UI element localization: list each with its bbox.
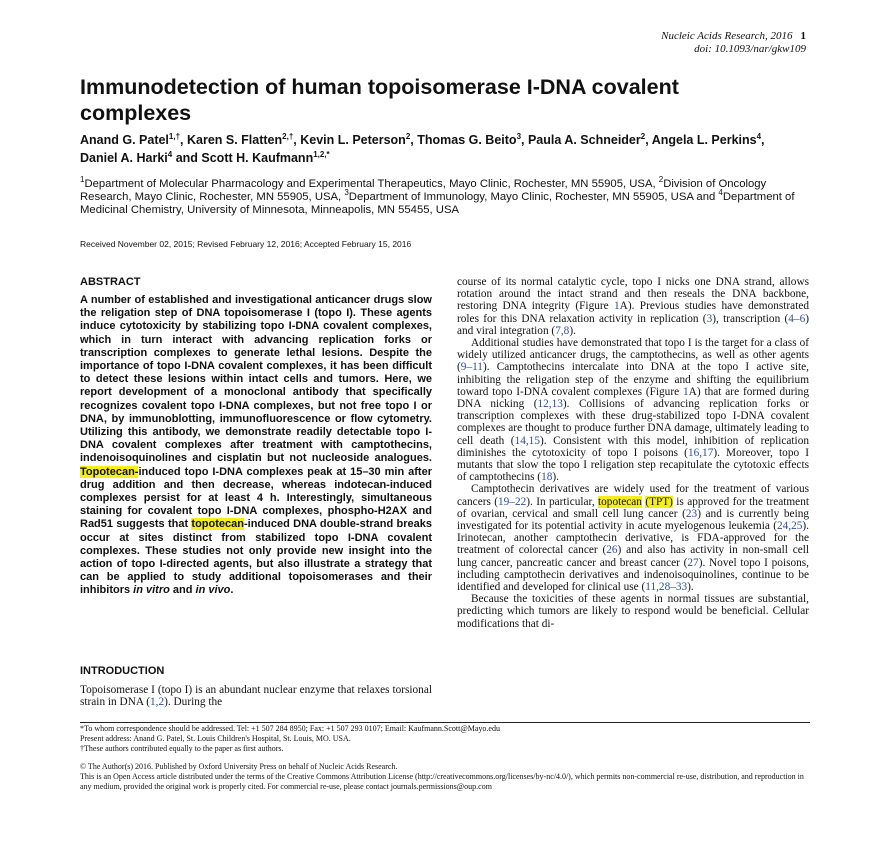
author-separator: ,: [761, 133, 765, 147]
body-paragraph: [457, 593, 809, 630]
citation-link[interactable]: 12,13: [537, 398, 563, 411]
citation-link[interactable]: 7,8: [555, 324, 570, 337]
text-run: A) that are formed during DNA nicking (: [457, 385, 809, 411]
highlighted-text: Topotecan-: [80, 465, 139, 478]
text-run: and: [169, 584, 196, 597]
author-name: Angela L. Perkins: [651, 133, 757, 147]
affiliation-mark: 1: [80, 175, 85, 185]
text-run: ), transcription (: [712, 312, 789, 325]
running-header: [661, 30, 806, 56]
journal-name: Nucleic Acids Research, 2016: [661, 30, 793, 42]
text-run: ).: [687, 581, 694, 594]
citation-link[interactable]: 23: [685, 507, 698, 520]
author-separator: ,: [293, 133, 301, 147]
text-run: is approved for the treatment of ovarian, cervical and small cell lung cancer (: [457, 495, 809, 520]
author-separator: ,: [521, 133, 528, 147]
footnote-equal-contribution: †These authors contributed equally to the paper as first authors.: [80, 744, 284, 753]
author-name: Paula A. Schneider: [527, 133, 641, 147]
footnote-present-address: Present address: Anand G. Patel, St. Louis Children's Hospital, St. Louis, MO. USA.: [80, 734, 351, 743]
text-run: ). Collisions of advancing replication forks or transcription complexes with these drug-stabilized topo I-DNA covalent complexes are thought to produce further DNA damage, ultimately leading to cell death (: [457, 398, 810, 447]
affiliation-mark: 3: [344, 188, 349, 198]
affiliation-text: Department of Immunology, Mayo Clinic, Rochester, MN 55905, USA and: [348, 191, 719, 204]
text-run: Because the toxicities of these agents in normal tissues are substantial, predicting which tumors are likely to respond would be beneficial. Cellular modifications that di-: [457, 593, 809, 630]
introduction-heading: INTRODUCTION: [80, 665, 165, 677]
text-run: ). During the: [164, 696, 223, 709]
abstract-heading: ABSTRACT: [80, 276, 141, 288]
citation-link[interactable]: 19–22: [498, 495, 527, 508]
highlighted-text: topotecan: [598, 495, 642, 508]
affiliation-text: Department of Medicinal Chemistry, University of Minnesota, Minneapolis, MN 55455, USA: [80, 191, 795, 217]
affiliation-mark: 4: [718, 188, 723, 198]
text-run: in vitro: [133, 584, 170, 597]
received-dates: Received November 02, 2015; Revised February 12, 2016; Accepted February 15, 2016: [80, 239, 412, 249]
text-run: induced topo I-DNA complexes peak at 15–30 min after drug addition and then decrease, whereas indotecan-induced complexes persist for at least 4 h. Interestingly, simultaneous staining for covalent topo I-DNA complexes, phospho-H2AX and Rad51 suggests that: [80, 465, 432, 531]
citation-link[interactable]: 24,25: [776, 520, 803, 533]
affiliation-text: Division of Oncology Research, Mayo Clinic, Rochester, MN 55905, USA,: [80, 178, 767, 204]
abstract-text: [80, 294, 432, 598]
author-separator: and: [172, 151, 202, 165]
citation-link[interactable]: 3: [706, 312, 713, 325]
paper-title: Immunodetection of human topoisomerase I-DNA covalent complexes: [80, 75, 679, 125]
text-run: Topoisomerase I (topo I) is an abundant nuclear enzyme that relaxes torsional strain in DNA (: [80, 684, 432, 709]
author-affiliation-mark: 3: [516, 131, 522, 141]
text-run: -induced DNA double-strand breaks occur at sites distinct from stabilized topo I-DNA covalent complexes. These studies not only provide new insight into the action of topo I-directed agents, but also illustrate a strategy that can be applied to study additional topoisomerases and their inhibitors: [80, 518, 432, 597]
author-separator: ,: [410, 133, 418, 147]
text-run: A). Previous studies have demonstrated roles for this DNA relaxation activity in replication (: [457, 300, 809, 325]
author-list: [80, 131, 800, 167]
author-name: Karen S. Flatten: [186, 133, 283, 147]
text-run: in vivo: [195, 584, 231, 597]
citation-link[interactable]: 18: [541, 471, 553, 484]
text-run: ) and viral integration (: [457, 312, 809, 337]
text-run: ). Irinotecan, another camptothecin derivative, is FDA-approved for the treatment of colorectal cancer (: [457, 520, 809, 557]
citation-link[interactable]: 4–6: [788, 312, 806, 325]
citation-link[interactable]: 1,2: [149, 696, 165, 709]
affiliation-text: Department of Molecular Pharmacology and Experimental Therapeutics, Mayo Clinic, Rochester, MN 55905, USA,: [84, 178, 659, 190]
copyright-line: © The Author(s) 2016. Published by Oxford University Press on behalf of Nucleic Acids Research.: [80, 762, 398, 771]
affiliations: [80, 175, 810, 218]
author-affiliation-mark: 2,†: [282, 131, 294, 141]
author-name: Daniel A. Harki: [80, 151, 168, 165]
right-column-text: [457, 276, 809, 630]
body-paragraph: [457, 483, 809, 593]
text-run: ). Novel topo I poisons, including camptothecin derivatives and indenoisoquinolines, continue to be identified and developed for clinical use (: [457, 556, 809, 594]
introduction-text: [80, 684, 432, 708]
text-run: ). Camptothecins intercalate into DNA at the topo I active site, inhibiting the religation step of the enzyme and shifting the equilibrium toward topo I-DNA covalent complexes (Figure: [457, 361, 809, 398]
author-affiliation-mark: 1,†: [168, 131, 181, 141]
text-run: ) and is currently being investigated for its potential activity in acute myelogenous leukemia (: [457, 507, 810, 533]
author-name: Anand G. Patel: [80, 133, 169, 147]
author-separator: ,: [645, 133, 652, 147]
citation-link[interactable]: 14,15: [514, 434, 540, 447]
highlighted-text: (TPT): [645, 495, 673, 508]
citation-link[interactable]: 16,17: [687, 446, 714, 459]
citation-link[interactable]: 1: [683, 385, 689, 398]
text-run: course of its normal catalytic cycle, topo I nicks one DNA strand, allows rotation around the intact strand and then reseals the DNA backbone, restoring DNA integrity (Figure: [457, 276, 809, 313]
author-affiliation-mark: 4: [756, 131, 762, 141]
citation-link[interactable]: 9–11: [460, 361, 483, 374]
page-number: 1: [800, 30, 806, 42]
license-text: This is an Open Access article distributed under the terms of the Creative Commons Attribution License (http://creativecommons.org/licenses/by-nc/4.0/), which permits non-commercial re-use, distribution, and reproduction in any medium, provided the original work is properly cited. For commercial re-use, please contact journals.permissions@oup.com: [80, 772, 804, 791]
text-run: .: [230, 584, 234, 597]
author-separator: ,: [180, 133, 187, 147]
text-run: ). Moreover, topo I mutants that slow the topo I religation step recapitulate the cytotoxic effects of camptothecins (: [457, 446, 809, 484]
citation-link[interactable]: 1: [614, 300, 620, 313]
author-name: Scott H. Kaufmann: [201, 151, 314, 165]
text-run: Additional studies have demonstrated that topo I is the target for a class of widely utilized anticancer drugs, the camptothecins, as well as other agents (: [457, 337, 809, 374]
doi: doi: 10.1093/nar/gkw109: [694, 43, 806, 55]
body-paragraph: [457, 337, 809, 483]
citation-link[interactable]: 11,28–33: [645, 581, 688, 594]
author-affiliation-mark: 1,2,*: [313, 149, 330, 159]
text-run: ).: [569, 324, 576, 337]
text-run: ) and also has activity in non-small cell lung cancer, pancreatic cancer and breast cancer (: [457, 544, 809, 569]
highlighted-text: topotecan: [191, 518, 244, 531]
footnote-rule: [80, 722, 810, 723]
text-run: ).: [552, 471, 559, 484]
footnote-correspondence: *To whom correspondence should be addressed. Tel: +1 507 284 8950; Fax: +1 507 293 0107; Email: Kaufmann.Scott@Mayo.edu: [80, 724, 500, 733]
author-affiliation-mark: 4: [167, 149, 173, 159]
citation-link[interactable]: 27: [687, 556, 699, 569]
text-run: A number of established and investigational anticancer drugs slow the religation step of DNA topoisomerase I (topo I). These agents induce cytotoxicity by stabilizing topo I-DNA covalent complexes, which in turn interact with advancing replication forks or transcription complexes to generate lethal lesions. Despite the importance of topo I-DNA covalent complexes, it has been difficult to detect these lesions within intact cells and tumors. Here, we report development of a monoclonal antibody that specifically recognizes covalent topo I-DNA complexes, but not free topo I or DNA, by immunoblotting, immunofluorescence or flow cytometry. Utilizing this antibody, we demonstrate readily detectable topo I-DNA covalent complexes after treatment with camptothecins, indenoisoquinolines and cisplatin but not nucleoside analogues.: [80, 294, 432, 465]
text-run: ). Consistent with this model, inhibition of replication diminishes the cytotoxicity of topo I poisons (: [457, 434, 809, 459]
text-run: Camptothecin derivatives are widely used for the treatment of various cancers (: [457, 483, 809, 508]
footnotes: [80, 724, 810, 792]
text-run: ). In particular,: [526, 495, 599, 508]
body-paragraph: [457, 276, 809, 337]
citation-link[interactable]: 26: [606, 544, 618, 557]
affiliation-mark: 2: [658, 175, 664, 185]
author-affiliation-mark: 2: [640, 131, 646, 141]
author-name: Kevin L. Peterson: [300, 133, 406, 147]
author-affiliation-mark: 2: [405, 131, 411, 141]
author-name: Thomas G. Beito: [417, 133, 517, 147]
